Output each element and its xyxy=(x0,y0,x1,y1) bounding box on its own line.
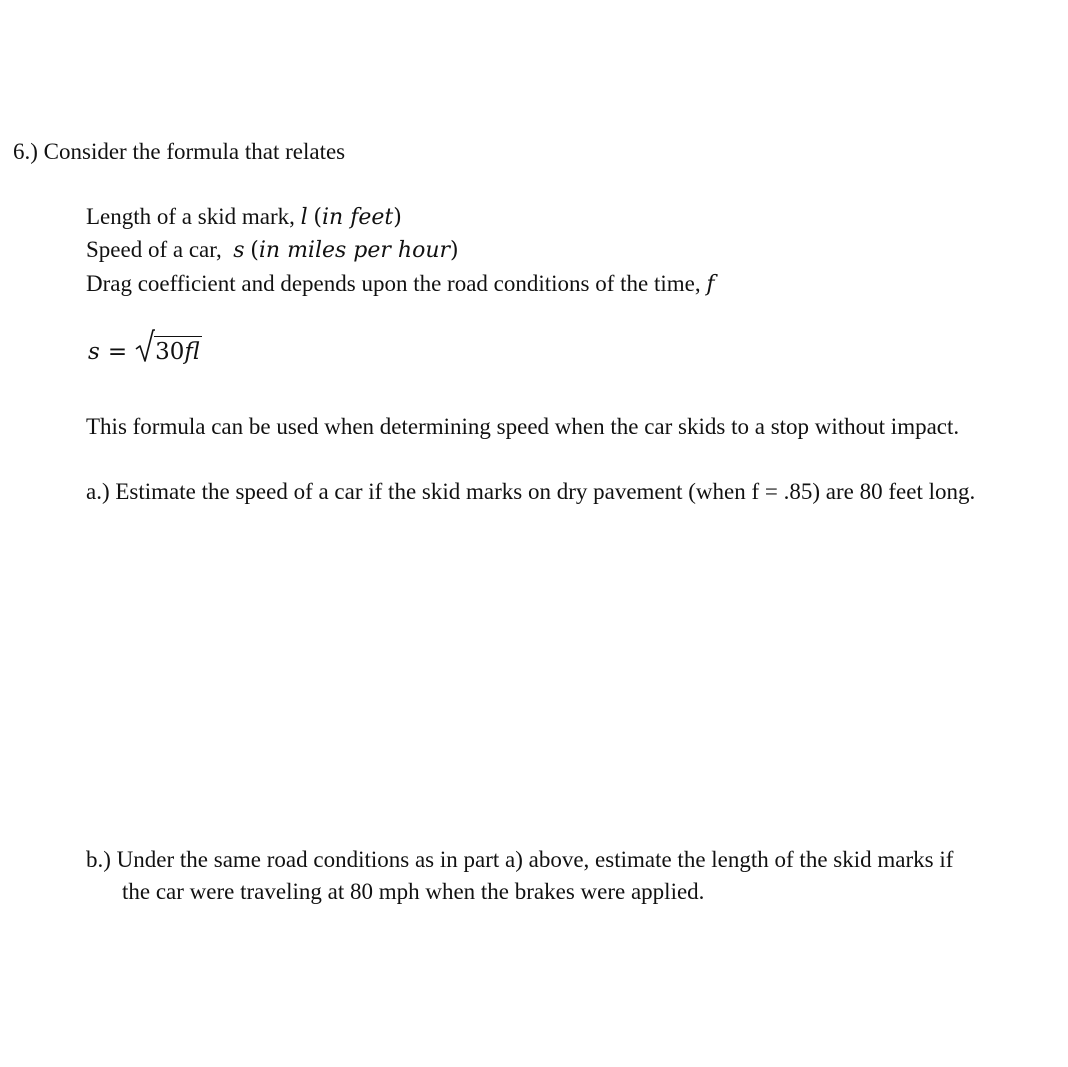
variable-drag-text: Drag coefficient and depends upon the road conditions of the time, xyxy=(86,271,701,296)
question-header xyxy=(13,140,345,163)
variable-length xyxy=(86,205,402,229)
formula-radicand-vars: fl xyxy=(184,339,200,365)
variable-length-paren-close: ) xyxy=(393,205,402,230)
variable-speed-text: Speed of a car, xyxy=(86,237,222,262)
question-intro: Consider the formula that relates xyxy=(43,139,346,164)
question-number: 6.) xyxy=(13,139,38,164)
formula-radicand xyxy=(154,336,202,365)
variable-length-symbol: l xyxy=(300,205,308,230)
variable-speed-unit: in miles per hour xyxy=(258,238,451,263)
speed-formula xyxy=(88,336,202,376)
formula-coefficient: 30 xyxy=(155,339,185,365)
sqrt-symbol-icon xyxy=(135,328,155,364)
part-a-label: a.) xyxy=(86,479,110,504)
variable-length-unit: in feet xyxy=(322,205,394,230)
part-b-line1 xyxy=(86,848,953,871)
variable-length-paren-open: ( xyxy=(313,205,323,230)
formula-note: This formula can be used when determining speed when the car skids to a stop without impact. xyxy=(86,414,960,439)
part-b-text-line1: Under the same road conditions as in part a) above, estimate the length of the skid marks if xyxy=(116,847,954,872)
variable-speed-paren-open: ( xyxy=(250,238,259,263)
part-b-line2: the car were traveling at 80 mph when the brakes were applied. xyxy=(122,879,705,904)
variable-speed xyxy=(86,238,459,262)
variable-length-text: Length of a skid mark, xyxy=(86,204,295,229)
formula-sqrt xyxy=(135,336,202,365)
variable-speed-symbol: s xyxy=(233,238,245,263)
variable-drag-symbol: f xyxy=(706,272,715,297)
variable-speed-paren-close: ) xyxy=(450,238,459,263)
formula-lhs: s xyxy=(88,339,100,365)
part-a-text: Estimate the speed of a car if the skid marks on dry pavement (when f = .85) are 80 feet long. xyxy=(115,479,976,504)
variable-drag xyxy=(86,272,715,296)
part-b-label: b.) xyxy=(86,847,111,872)
formula-equals: = xyxy=(107,339,128,365)
part-a xyxy=(86,480,975,503)
